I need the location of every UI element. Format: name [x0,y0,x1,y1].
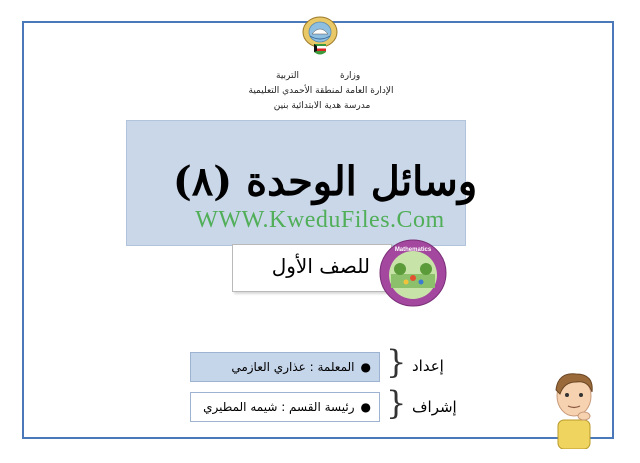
header-district: الإدارة العامة لمنطقة الأحمدي التعليمية [248,86,394,96]
prepared-by-value: المعلمة : عذاري العازمي [231,360,355,374]
header-school: مدرسة هدية الابتدائية بنين [273,101,371,111]
grade-label: للصف الأول [271,254,370,278]
thinking-boy-clipart [544,364,604,449]
ministry-emblem [300,14,340,58]
supervised-by-label: إشراف [412,398,457,416]
prepared-by-box [190,352,380,382]
prepared-by-label: إعداد [412,357,444,375]
book-cover-title: Mathematics [394,247,432,253]
header-ministry-name: التربية [276,71,299,81]
supervised-by-value: رئيسة القسم : شيمه المطيري [203,400,355,414]
math-book-cover-image [378,238,448,308]
watermark: WWW.KweduFiles.Com [195,207,445,233]
bullet-icon: ● [360,400,371,414]
page-title: وسائل الوحدة (٨) [172,158,478,205]
prepared-by-brace: } [386,343,407,381]
supervised-by-brace: } [386,384,407,422]
supervised-by-box [190,392,380,422]
bullet-icon: ● [360,360,371,374]
header-ministry-word: وزارة [340,71,361,81]
